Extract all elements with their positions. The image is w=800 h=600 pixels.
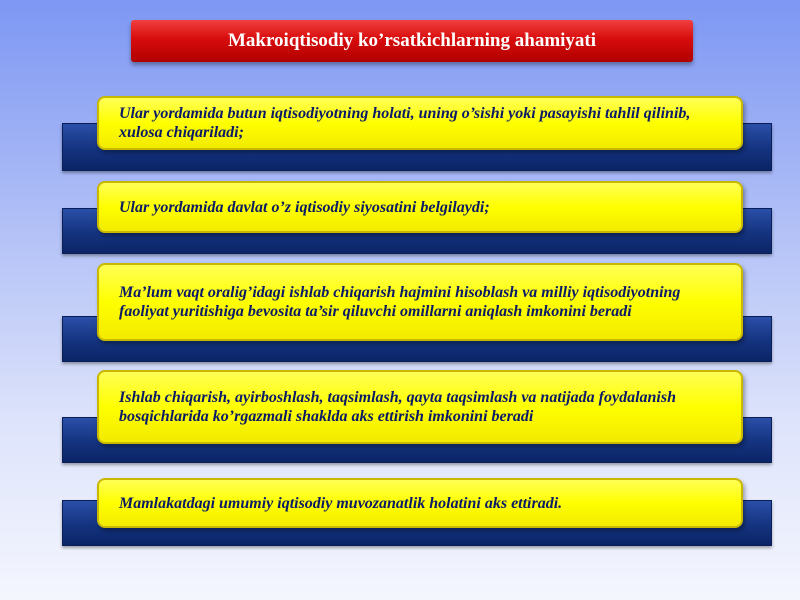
item-5-box (97, 478, 743, 528)
slide-title: Makroiqtisodiy ko’rsatkichlarning ahamiyati (227, 30, 597, 51)
item-3-text: Ma’lum vaqt oralig’idagi ishlab chiqarish hajmini hisoblash va milliy iqtisodiyotning faoliyat yuritishiga bevosita ta’sir qiluvchi omillarni aniqlash imkonini beradi (119, 284, 681, 320)
item-1-text: Ular yordamida butun iqtisodiyotning holati, uning o’sishi yoki pasayishi tahlil qilinib, xulosa chiqariladi; (119, 105, 691, 141)
item-3-box (97, 263, 743, 341)
item-4-box (97, 370, 743, 444)
item-2-box (97, 181, 743, 233)
item-1-box (97, 96, 743, 150)
item-4-text: Ishlab chiqarish, ayirboshlash, taqsimlash, qayta taqsimlash va natijada foydalanish bosqichlarida ko’rgazmali shaklda aks ettirish imkonini beradi (119, 389, 676, 425)
item-2-text: Ular yordamida davlat o’z iqtisodiy siyosatini belgilaydi; (119, 198, 490, 216)
item-5-text: Mamlakatdagi umumiy iqtisodiy muvozanatlik holatini aks ettiradi. (119, 494, 563, 512)
slide-title-banner (131, 20, 693, 62)
